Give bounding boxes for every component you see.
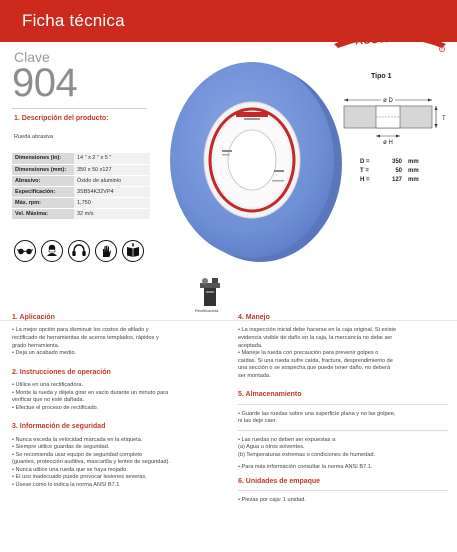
aplicacion-text <box>12 327 227 357</box>
svg-text:®: ® <box>440 47 444 52</box>
empaque-text <box>238 497 453 505</box>
spec-row <box>12 186 150 197</box>
text-line: una sección o se sospecha que puede tener daño, no deberá <box>238 365 391 372</box>
almacenamiento-text-c <box>238 464 453 472</box>
right-column <box>238 313 453 505</box>
spec-key: Dimensiones (mm): <box>12 164 74 175</box>
gloves-icon <box>95 240 117 262</box>
almacenamiento-text-b <box>238 437 453 460</box>
manejo-text <box>238 327 453 380</box>
almacenamiento-text-a <box>238 411 453 426</box>
dimension-unit: mm <box>408 167 419 174</box>
text-line: grado herramienta. <box>12 342 60 349</box>
text-line: evidencia visible de daño en la caja, la mercancía no debe ser <box>238 334 393 341</box>
spec-value: 14 " x 2 " x 5 " <box>74 153 150 164</box>
dust-mask-icon <box>41 240 63 262</box>
spec-key: Abrasivo: <box>12 175 74 186</box>
dimension-row <box>360 157 428 166</box>
text-line: • El uso inadecuado puede provocar lesiones severas. <box>12 474 147 481</box>
spec-key: Dimensiones (in): <box>12 153 74 164</box>
dimension-value: 350 <box>391 158 402 165</box>
grinding-wheel-image <box>158 60 348 265</box>
description-title: 1. Descripción del producto: <box>14 115 109 122</box>
instrucciones-title: 2. Instrucciones de operación <box>12 368 111 376</box>
spec-row <box>12 197 150 208</box>
text-line: • Nunca exceda la velocidad marcada en la etiqueta. <box>12 436 143 443</box>
svg-text:T: T <box>442 116 446 122</box>
text-line: • Deja un acabado medio. <box>12 350 77 357</box>
spec-value: Óxido de aluminio <box>74 175 150 186</box>
svg-text:ø D: ø D <box>383 98 393 104</box>
spec-row <box>12 164 150 175</box>
svg-text:AUSTROMEX: AUSTROMEX <box>354 30 426 48</box>
seguridad-title: 3. Información de seguridad <box>12 423 106 431</box>
tipo-label: Tipo 1 <box>371 73 392 80</box>
text-line: • Las ruedas no deben ser expuestas a: <box>238 436 337 443</box>
text-line: verificar que no esté dañada. <box>12 397 85 404</box>
text-line: • Monte la rueda y déjela girar en vacio durante un minuto para <box>12 389 169 396</box>
text-line: • Siempre utilice guardas de seguridad. <box>12 444 110 451</box>
dimension-row <box>360 166 428 175</box>
safety-glasses-icon <box>14 240 36 262</box>
dimension-label: H = <box>360 176 370 183</box>
grinder-machine-icon <box>196 277 224 307</box>
text-line: • Efectue el proceso de rectificado. <box>12 404 99 411</box>
text-line: rectificado de herramientas de aceros templados, rápidos y <box>12 334 159 341</box>
description-text: Rueda abrasiva <box>14 134 54 140</box>
spec-value: 32 m/s <box>74 208 150 219</box>
text-line: ni las deje caer. <box>238 418 277 425</box>
text-line: • Guarde las ruedas sobre una superficie plana y no las golpee, <box>238 410 396 417</box>
text-line: (a) Agua u otros solventes. <box>238 444 305 451</box>
seguridad-text <box>12 437 227 490</box>
text-line: ser montada. <box>238 372 271 379</box>
austromex-logo <box>330 18 450 52</box>
hearing-protection-icon <box>68 240 90 262</box>
text-line: • Utilice en una rectificadora. <box>12 382 83 389</box>
text-line: aceptada. <box>238 342 263 349</box>
text-line: • Maneje la rueda con precaución para prevenir golpes o <box>238 350 379 357</box>
text-line: • Nunca utilice una rueda que se haya mojado. <box>12 466 128 473</box>
text-line: (guantes, protección auditiva, mascarilla y lentes de seguridad). <box>12 459 170 466</box>
dimension-unit: mm <box>408 176 419 183</box>
text-line: • Piezas por caja: 1 unidad. <box>238 497 306 504</box>
dimension-value: 127 <box>391 176 402 183</box>
read-manual-icon <box>122 240 144 262</box>
text-line: • Úsese como lo indica la norma ANSI B7.1 <box>12 481 120 488</box>
clave-label: Clave <box>14 49 50 65</box>
almacenamiento-title: 5. Almacenamiento <box>238 391 302 399</box>
dimension-unit: mm <box>408 158 419 165</box>
spec-value: 350 x 50 x127 <box>74 164 150 175</box>
clave-divider <box>12 108 147 109</box>
dimension-value: 50 <box>395 167 402 174</box>
spec-value: 1,750 <box>74 197 150 208</box>
grinder-label: Rectificadora <box>195 308 219 313</box>
dimension-label: D = <box>360 158 370 165</box>
dimension-label: T = <box>360 167 369 174</box>
instrucciones-text <box>12 382 227 412</box>
spec-key: Especificación: <box>12 186 74 197</box>
spec-value: 3SB54K32VP4 <box>74 186 150 197</box>
aplicacion-title: 1. Aplicación <box>12 314 55 321</box>
page-title: Ficha técnica <box>22 11 125 30</box>
text-line: • Se recomienda usar equipo de seguridad completo <box>12 451 143 458</box>
spec-key: Máx. rpm: <box>12 197 74 208</box>
text-line: • Para más información consultar la norma ANSI B7.1. <box>238 464 373 471</box>
spec-row <box>12 175 150 186</box>
svg-text:ø H: ø H <box>383 140 393 146</box>
dimensions-table <box>360 157 428 184</box>
spec-table <box>12 153 150 220</box>
safety-icons <box>14 240 144 262</box>
manejo-title: 4. Manejo <box>238 314 270 321</box>
text-line: • La inspección inicial debe hacerse en la caja original. Si existe <box>238 327 397 334</box>
text-line: (b) Temperaturas extremas o condiciones de humedad. <box>238 451 376 458</box>
wheel-profile-diagram <box>338 92 451 146</box>
clave-number: 904 <box>12 61 78 105</box>
spec-row <box>12 208 150 219</box>
text-line: caídas. Si una rueda sufre caída, fractura, desprendimiento de <box>238 357 393 364</box>
spec-key: Vel. Máxima: <box>12 208 74 219</box>
empaque-title: 6. Unidades de empaque <box>238 477 321 485</box>
text-line: • La mejor opción para disminuir los costos de afilado y <box>12 327 149 334</box>
dimension-row <box>360 175 428 184</box>
spec-row <box>12 153 150 164</box>
left-column <box>12 313 227 490</box>
